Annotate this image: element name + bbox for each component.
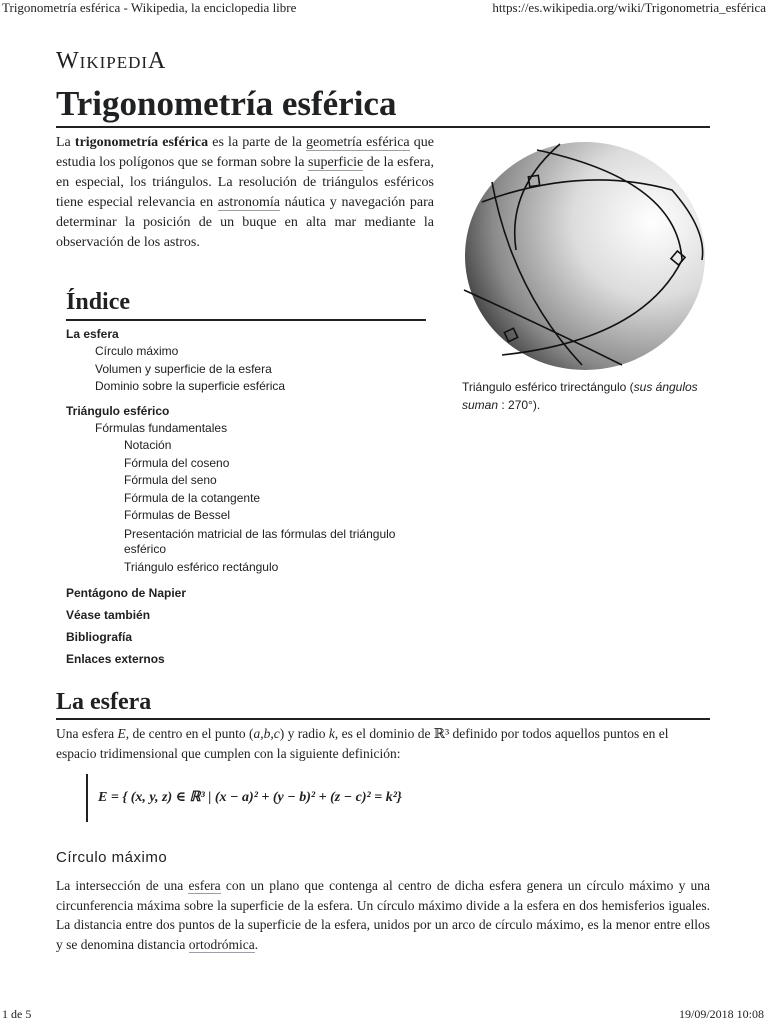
para-text: con un plano que contenga al centro de dicha esfera genera un círculo máximo y una circunferencia máxima sobre la superficie de la esfera. Un círculo máximo divide a la esfera en dos hemisferios iguales. La distancia entre dos puntos de la superficie de la esfera, unidos por un arco de círculo máximo, es la menor entre ellos y se denomina distancia (56, 878, 710, 952)
toc-item[interactable]: Notación (124, 438, 172, 452)
math-var: E (117, 726, 126, 741)
math-var: k (328, 726, 335, 741)
section1-paragraph (56, 724, 710, 764)
toc-item[interactable]: Enlaces externos (66, 652, 165, 666)
toc-item[interactable]: Círculo máximo (95, 344, 179, 358)
sphere-shape (465, 142, 705, 370)
intro-paragraph (56, 133, 434, 253)
toc-item[interactable]: Volumen y superficie de la esfera (95, 361, 272, 376)
figure-caption (462, 378, 708, 414)
toc-item[interactable]: Pentágono de Napier (66, 586, 187, 600)
para-text: ) y radio (279, 726, 329, 741)
section2-paragraph (56, 876, 710, 954)
table-of-contents (66, 325, 436, 670)
print-footer (0, 1008, 768, 1024)
para-text: , es el dominio de ℝ³ definido por todos aquellos puntos en el espacio tridimensional que cumplen con la siguiente definición: (56, 726, 669, 761)
page-number: 1 de 5 (2, 1007, 32, 1021)
intro-bold-term: trigonometría esférica (74, 135, 209, 150)
link-geometria-esferica[interactable]: geometría esférica (306, 135, 410, 150)
page-title: Trigonometría esférica (56, 82, 710, 128)
toc-item[interactable]: Véase también (66, 608, 151, 622)
intro-text: La (56, 135, 75, 150)
toc-item[interactable]: Fórmulas fundamentales (95, 420, 228, 435)
figure-spherical-triangle (462, 140, 708, 414)
link-ortodromica[interactable]: ortodrómica (188, 936, 255, 952)
intro-text: de la esfera, en especial, los triángulos. La resolución de triángulos esféricos tiene especial relevancia en (56, 155, 435, 210)
toc-item[interactable]: Bibliografía (66, 630, 133, 644)
toc-title: Índice (66, 285, 426, 321)
sphere-image[interactable] (462, 140, 708, 372)
toc-item[interactable]: La esfera (66, 327, 119, 341)
intro-text: que estudia los polígonos que se forman sobre la (56, 135, 435, 170)
link-esfera[interactable]: esfera (188, 878, 221, 893)
para-text: Una esfera (56, 726, 118, 741)
logo-letter-a: A (148, 48, 167, 74)
logo-letters: IKIPEDI (79, 53, 149, 72)
sphere-formula: E = { (x, y, z) ∈ ℝ³ | (x − a)² + (y − b)² + (z − c)² = k²} (86, 774, 402, 822)
toc-item[interactable]: Fórmula de la cotangente (124, 490, 261, 505)
toc-item[interactable]: Fórmula del coseno (124, 455, 230, 470)
toc-item[interactable]: Triángulo esférico (66, 403, 170, 418)
toc-item[interactable]: Triángulo esférico rectángulo (124, 559, 279, 574)
print-header-title: Trigonometría esférica - Wikipedia, la enciclopedia libre (2, 0, 297, 15)
caption-text: Triángulo esférico trirectángulo ( (462, 380, 634, 394)
math-var: a,b,c (253, 726, 280, 741)
caption-text: : 270°). (498, 398, 541, 412)
print-date: 19/09/2018 10:08 (678, 1007, 764, 1021)
section-heading-circulo-maximo: Círculo máximo (56, 849, 168, 866)
intro-text: es la parte de la (208, 135, 307, 150)
caption-italic: sus ángulos suman (462, 380, 698, 412)
intro-text: náutica y navegación para determinar la posición de un buque en alta mar mediante la observación de los astros. (56, 195, 434, 250)
para-text: . (254, 936, 259, 952)
logo-letter-w: W (56, 48, 80, 74)
link-superficie[interactable]: superficie (308, 155, 364, 170)
toc-item[interactable]: Fórmula del seno (124, 473, 217, 487)
para-text: La intersección de una (56, 878, 189, 893)
section-heading-la-esfera: La esfera (56, 686, 710, 720)
toc-item[interactable]: Presentación matricial de las fórmulas del triángulo esférico (124, 526, 396, 556)
toc-item[interactable]: Fórmulas de Bessel (124, 508, 231, 522)
link-astronomia[interactable]: astronomía (217, 195, 280, 210)
wikipedia-logo[interactable] (56, 48, 166, 75)
toc-item[interactable]: Dominio sobre la superficie esférica (95, 379, 286, 393)
para-text: , de centro en el punto ( (125, 726, 254, 741)
print-header-url: https://es.wikipedia.org/wiki/Trigonometria_esférica (492, 0, 766, 15)
print-header (0, 0, 768, 14)
